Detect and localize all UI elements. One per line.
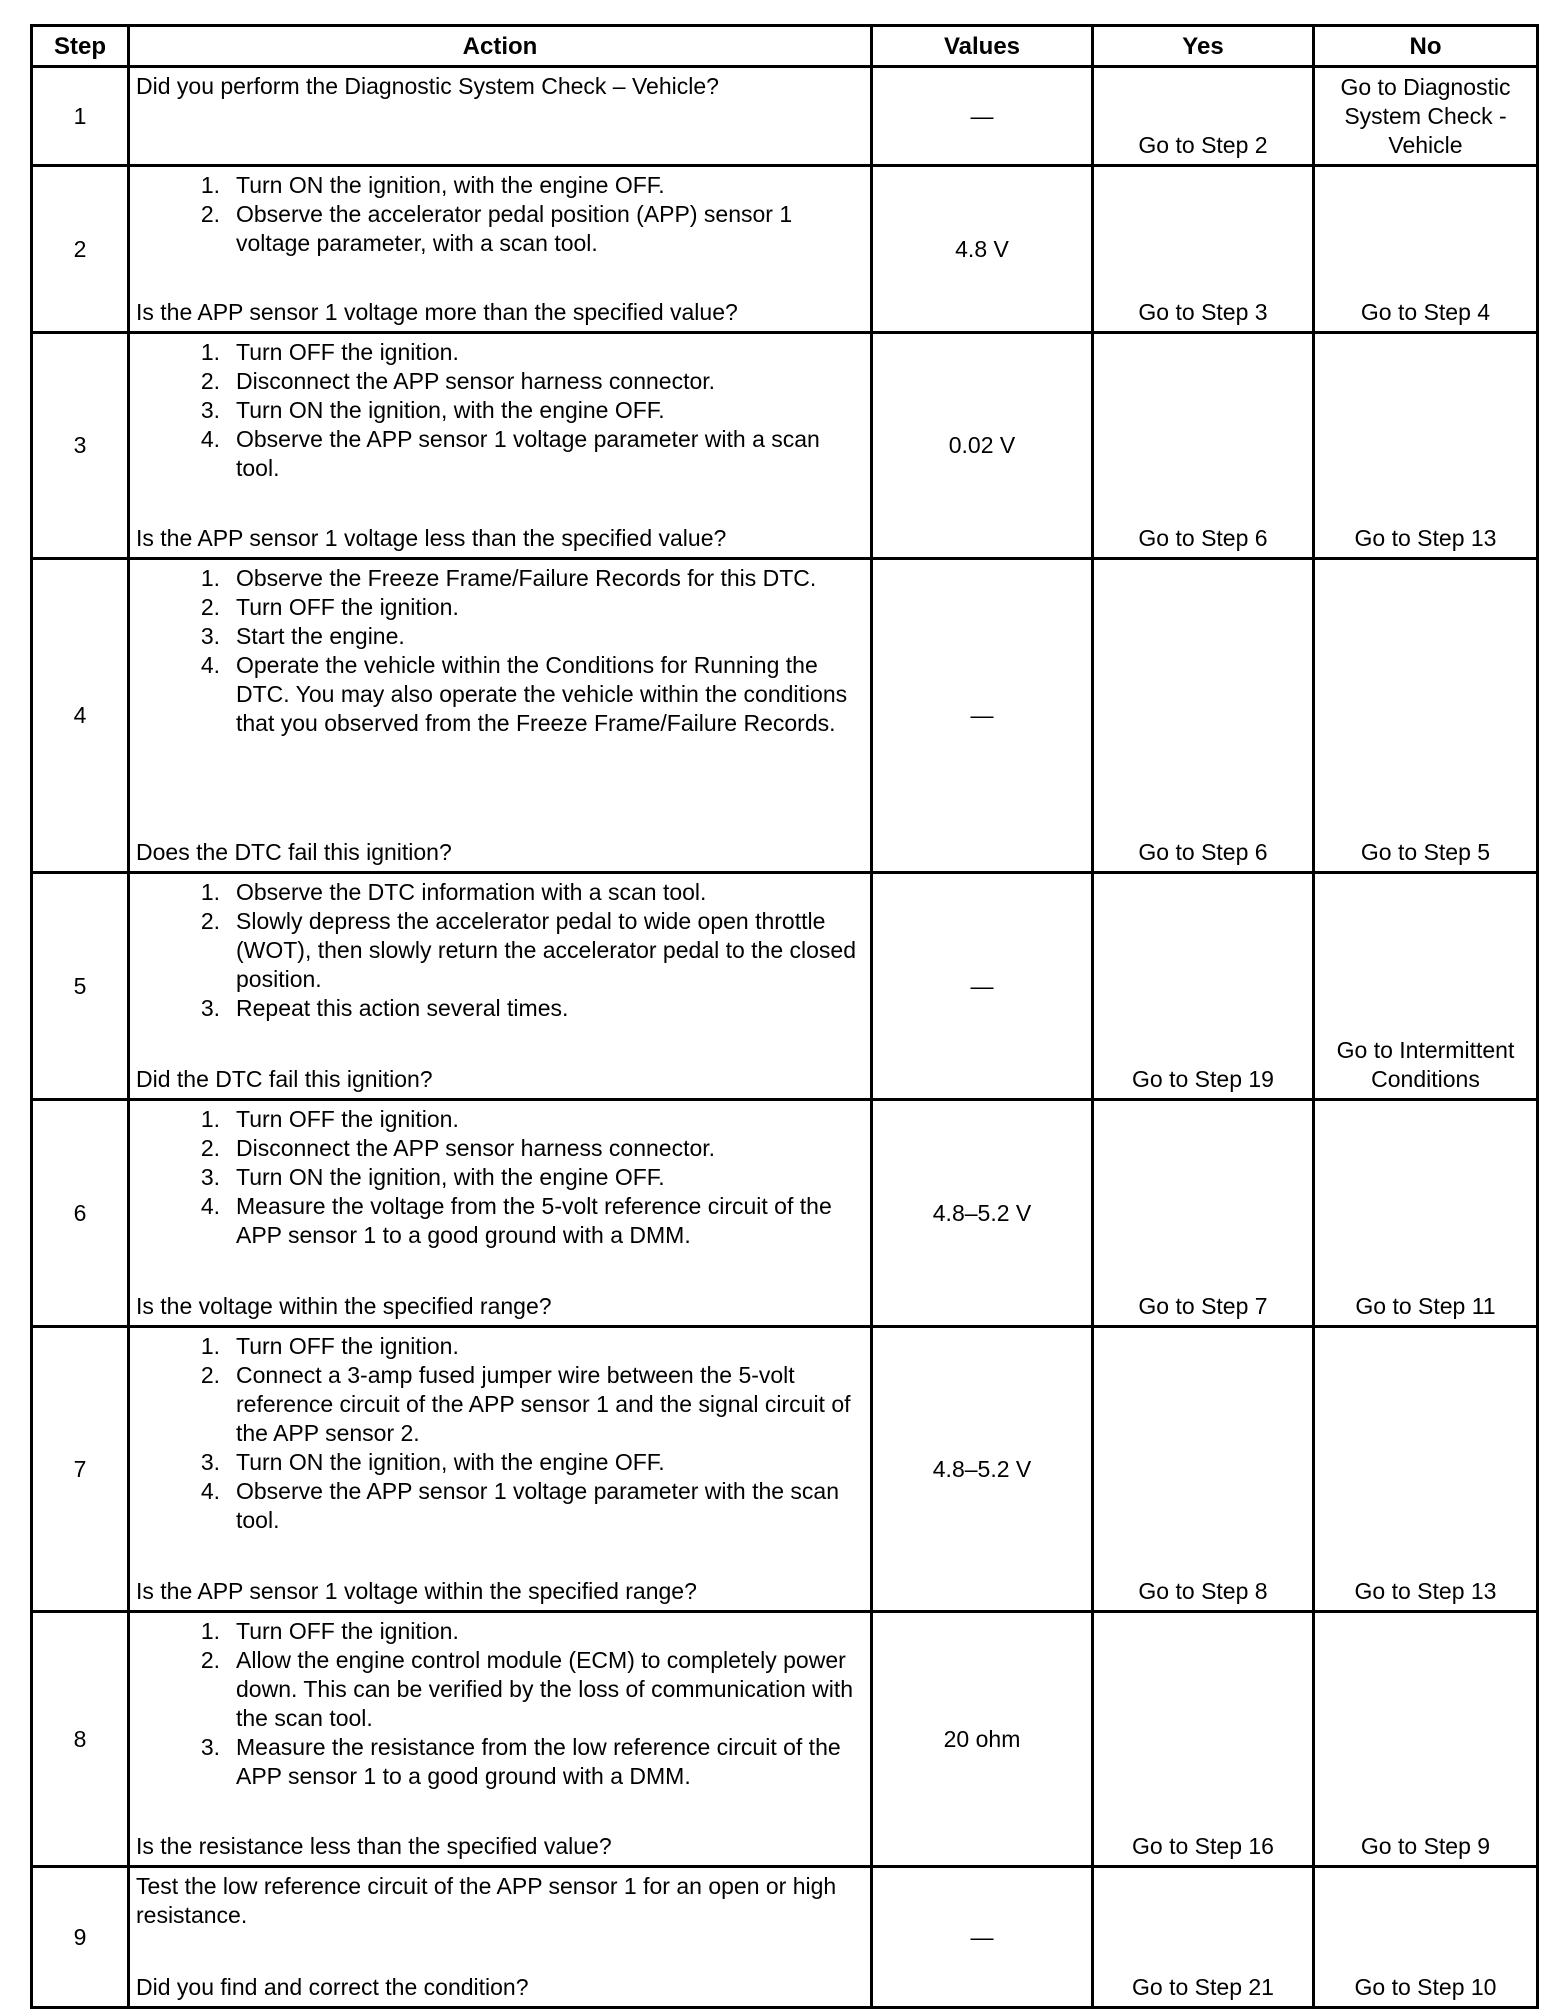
no-cell: Go to Step 9 [1314, 1612, 1538, 1867]
substep-number: 2. [200, 201, 220, 227]
substep-text: Slowly depress the accelerator pedal to wide open throttle (WOT), then slowly return the accelerator pedal to the closed position. [236, 908, 857, 992]
substep-item [136, 1477, 864, 1535]
substep-number: 2. [200, 368, 220, 394]
substep-text: Turn ON the ignition, with the engine OFF. [236, 1164, 665, 1190]
substep-item [136, 1448, 864, 1477]
no-cell: Go to Step 4 [1314, 166, 1538, 333]
table-row [32, 67, 1538, 166]
substep-number: 1. [200, 339, 220, 365]
substep-number: 4. [200, 1193, 220, 1219]
action-cell [129, 1100, 872, 1327]
substep-list [136, 564, 864, 738]
substep-number: 2. [200, 1135, 220, 1161]
no-cell: Go to Diagnostic System Check - Vehicle [1314, 67, 1538, 166]
action-cell [129, 873, 872, 1100]
action-question: Is the resistance less than the specified value? [136, 1833, 612, 1859]
diagnostic-table-sheet [30, 24, 1536, 2000]
substep-item [136, 1163, 864, 1192]
header-yes: Yes [1093, 26, 1314, 67]
substep-item [136, 396, 864, 425]
value-cell: 4.8–5.2 V [872, 1100, 1093, 1327]
substep-item [136, 1646, 864, 1733]
substep-number: 1. [200, 565, 220, 591]
substep-number: 2. [200, 1362, 220, 1388]
substep-text: Turn OFF the ignition. [236, 339, 459, 365]
value-cell: — [872, 1867, 1093, 2008]
substep-text: Turn ON the ignition, with the engine OFF. [236, 1449, 665, 1475]
substep-number: 4. [200, 1478, 220, 1504]
substep-text: Observe the accelerator pedal position (APP) sensor 1 voltage parameter, with a scan tool. [236, 201, 793, 256]
action-text: Did you perform the Diagnostic System Check – Vehicle? [136, 73, 719, 99]
substep-number: 3. [200, 1734, 220, 1760]
table-row [32, 873, 1538, 1100]
diagnostic-table [30, 24, 1539, 2009]
substep-item [136, 1733, 864, 1791]
substep-text: Repeat this action several times. [236, 995, 569, 1021]
substep-text: Measure the voltage from the 5-volt reference circuit of the APP sensor 1 to a good ground with a DMM. [236, 1193, 832, 1248]
no-cell: Go to Step 11 [1314, 1100, 1538, 1327]
substep-number: 2. [200, 908, 220, 934]
action-cell [129, 166, 872, 333]
action-question: Is the voltage within the specified range? [136, 1293, 552, 1319]
substep-text: Turn OFF the ignition. [236, 1106, 459, 1132]
yes-cell: Go to Step 19 [1093, 873, 1314, 1100]
substep-text: Operate the vehicle within the Conditions for Running the DTC. You may also operate the vehicle within the conditions that you observed from the Freeze Frame/Failure Records. [236, 652, 848, 736]
substep-item [136, 338, 864, 367]
header-step: Step [32, 26, 129, 67]
substep-text: Turn OFF the ignition. [236, 594, 459, 620]
substep-list [136, 1332, 864, 1535]
value-cell: 4.8 V [872, 166, 1093, 333]
value-cell: 0.02 V [872, 333, 1093, 559]
substep-list [136, 1617, 864, 1791]
step-number: 6 [32, 1100, 129, 1327]
substep-text: Disconnect the APP sensor harness connector. [236, 1135, 716, 1161]
yes-cell: Go to Step 21 [1093, 1867, 1314, 2008]
substep-item [136, 367, 864, 396]
table-row [32, 1100, 1538, 1327]
substep-item [136, 1192, 864, 1250]
substep-text: Turn ON the ignition, with the engine OFF. [236, 397, 665, 423]
yes-cell: Go to Step 8 [1093, 1327, 1314, 1612]
substep-number: 4. [200, 426, 220, 452]
substep-item [136, 1617, 864, 1646]
action-question: Did you find and correct the condition? [136, 1974, 529, 2000]
table-row [32, 166, 1538, 333]
action-cell [129, 1867, 872, 2008]
action-question: Did the DTC fail this ignition? [136, 1066, 433, 1092]
table-row [32, 1327, 1538, 1612]
substep-item [136, 200, 864, 258]
table-row [32, 333, 1538, 559]
yes-cell: Go to Step 3 [1093, 166, 1314, 333]
step-number: 2 [32, 166, 129, 333]
value-cell: 20 ohm [872, 1612, 1093, 1867]
substep-list [136, 338, 864, 483]
substep-text: Disconnect the APP sensor harness connector. [236, 368, 716, 394]
step-number: 1 [32, 67, 129, 166]
step-number: 4 [32, 559, 129, 873]
header-values: Values [872, 26, 1093, 67]
action-cell [129, 1612, 872, 1867]
substep-number: 1. [200, 1333, 220, 1359]
action-cell [129, 1327, 872, 1612]
substep-item [136, 878, 864, 907]
substep-item [136, 1332, 864, 1361]
substep-number: 1. [200, 1106, 220, 1132]
substep-number: 3. [200, 995, 220, 1021]
table-row [32, 559, 1538, 873]
substep-item [136, 1361, 864, 1448]
substep-list [136, 878, 864, 1023]
value-cell: — [872, 559, 1093, 873]
substep-item [136, 651, 864, 738]
action-question: Is the APP sensor 1 voltage more than the specified value? [136, 299, 738, 325]
no-cell: Go to Step 13 [1314, 1327, 1538, 1612]
action-cell [129, 333, 872, 559]
action-cell [129, 559, 872, 873]
yes-cell: Go to Step 6 [1093, 559, 1314, 873]
step-number: 9 [32, 1867, 129, 2008]
substep-text: Observe the Freeze Frame/Failure Records for this DTC. [236, 565, 817, 591]
value-cell: — [872, 67, 1093, 166]
action-question: Does the DTC fail this ignition? [136, 839, 452, 865]
substep-list [136, 1105, 864, 1250]
substep-number: 2. [200, 1647, 220, 1673]
substep-item [136, 994, 864, 1023]
step-number: 5 [32, 873, 129, 1100]
step-number: 8 [32, 1612, 129, 1867]
step-number: 3 [32, 333, 129, 559]
yes-cell: Go to Step 2 [1093, 67, 1314, 166]
yes-cell: Go to Step 16 [1093, 1612, 1314, 1867]
action-question: Is the APP sensor 1 voltage less than the specified value? [136, 525, 727, 551]
substep-number: 3. [200, 1449, 220, 1475]
substep-text: Turn OFF the ignition. [236, 1333, 459, 1359]
substep-number: 1. [200, 172, 220, 198]
substep-text: Observe the APP sensor 1 voltage parameter with the scan tool. [236, 1478, 840, 1533]
no-cell: Go to Step 10 [1314, 1867, 1538, 2008]
substep-item [136, 622, 864, 651]
header-action: Action [129, 26, 872, 67]
substep-item [136, 1105, 864, 1134]
yes-cell: Go to Step 7 [1093, 1100, 1314, 1327]
substep-text: Turn ON the ignition, with the engine OFF. [236, 172, 665, 198]
action-question: Is the APP sensor 1 voltage within the specified range? [136, 1578, 697, 1604]
substep-item [136, 593, 864, 622]
substep-number: 3. [200, 1164, 220, 1190]
substep-number: 2. [200, 594, 220, 620]
header-no: No [1314, 26, 1538, 67]
substep-text: Allow the engine control module (ECM) to completely power down. This can be verified by the loss of communication with the scan tool. [236, 1647, 854, 1731]
substep-text: Observe the DTC information with a scan tool. [236, 879, 707, 905]
value-cell: 4.8–5.2 V [872, 1327, 1093, 1612]
header-row [32, 26, 1538, 67]
no-cell: Go to Step 5 [1314, 559, 1538, 873]
substep-text: Connect a 3-amp fused jumper wire between the 5-volt reference circuit of the APP sensor 1 and the signal circuit of the APP sensor 2. [236, 1362, 851, 1446]
table-row [32, 1612, 1538, 1867]
yes-cell: Go to Step 6 [1093, 333, 1314, 559]
substep-text: Observe the APP sensor 1 voltage parameter with a scan tool. [236, 426, 820, 481]
substep-item [136, 1134, 864, 1163]
substep-item [136, 564, 864, 593]
no-cell: Go to Intermittent Conditions [1314, 873, 1538, 1100]
action-cell [129, 67, 872, 166]
value-cell: — [872, 873, 1093, 1100]
substep-number: 3. [200, 623, 220, 649]
substep-item [136, 907, 864, 994]
substep-number: 4. [200, 652, 220, 678]
substep-item [136, 425, 864, 483]
substep-text: Measure the resistance from the low reference circuit of the APP sensor 1 to a good ground with a DMM. [236, 1734, 841, 1789]
substep-text: Start the engine. [236, 623, 405, 649]
substep-number: 1. [200, 1618, 220, 1644]
substep-item [136, 171, 864, 200]
no-cell: Go to Step 13 [1314, 333, 1538, 559]
step-number: 7 [32, 1327, 129, 1612]
substep-text: Turn OFF the ignition. [236, 1618, 459, 1644]
action-text: Test the low reference circuit of the APP sensor 1 for an open or high resistance. [136, 1873, 837, 1928]
substep-list [136, 171, 864, 258]
table-row [32, 1867, 1538, 2008]
substep-number: 1. [200, 879, 220, 905]
substep-number: 3. [200, 397, 220, 423]
